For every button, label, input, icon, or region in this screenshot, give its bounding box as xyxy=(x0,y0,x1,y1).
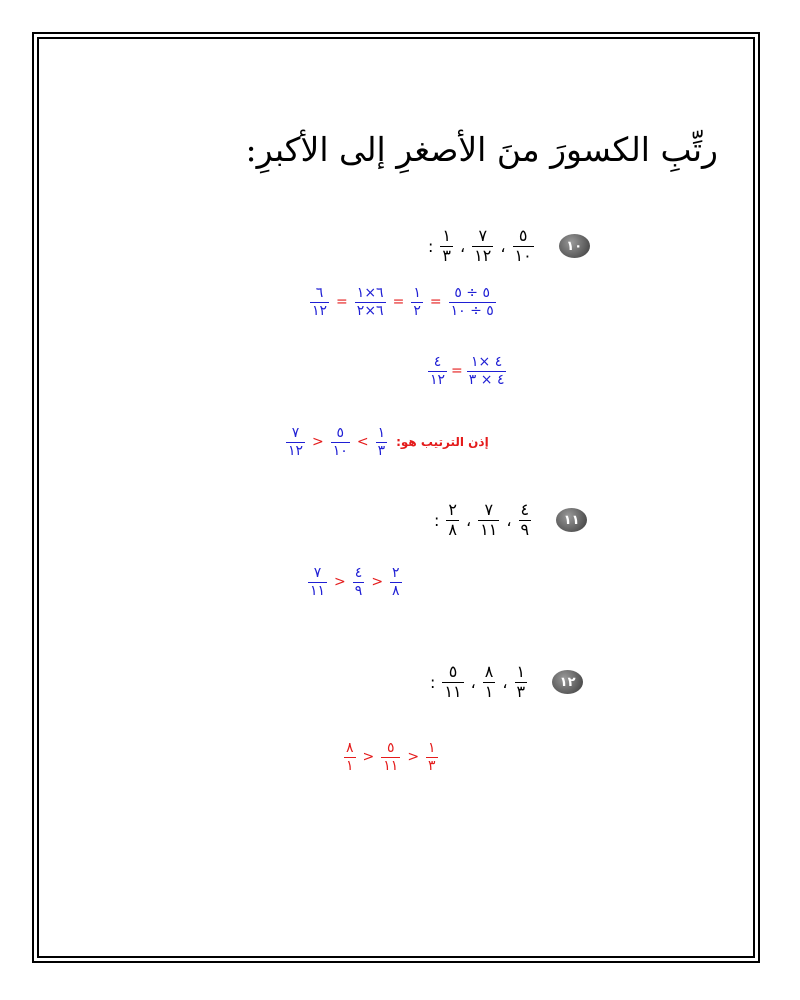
answer-12 xyxy=(341,741,441,773)
fraction: $\frac{٤}{٩}$ xyxy=(354,565,363,599)
equals-sign: = xyxy=(392,294,405,311)
colon: : xyxy=(430,672,436,692)
fraction: $\frac{١}{٣}$ xyxy=(442,226,451,265)
fraction: $\frac{٦}{١٢}$ xyxy=(312,285,328,319)
greater-than-sign: > xyxy=(334,574,346,591)
fraction: $\frac{٤ \times ١}{٤ \times ٣}$ xyxy=(468,354,505,388)
fraction: $\frac{٥}{١١}$ xyxy=(383,740,399,774)
problem-number-badge: ١٢ xyxy=(552,670,583,694)
greater-than-sign: > xyxy=(312,434,324,451)
problem-12 xyxy=(426,664,583,701)
separator: ، xyxy=(506,510,512,530)
equals-sign: = xyxy=(451,363,463,380)
fraction: $\frac{٤}{٩}$ xyxy=(520,500,530,539)
page-border xyxy=(32,32,760,963)
fraction: $\frac{٥}{١٠}$ xyxy=(514,226,532,265)
work-line-1 xyxy=(307,286,499,318)
problem-10 xyxy=(424,228,590,265)
fraction: $\frac{٨}{١}$ xyxy=(346,740,354,774)
fraction: $\frac{٧}{١٢}$ xyxy=(288,425,304,459)
fraction: $\frac{٦\times ١}{٦\times ٢}$ xyxy=(356,285,384,319)
separator: ، xyxy=(459,236,466,256)
fraction: $\frac{١}{٣}$ xyxy=(428,740,436,774)
fraction: $\frac{١}{٢}$ xyxy=(413,285,421,319)
colon: : xyxy=(434,510,440,530)
separator: ، xyxy=(502,672,508,692)
fraction: $\frac{١}{٣}$ xyxy=(516,662,526,701)
fraction: $\frac{٧}{١٢}$ xyxy=(474,226,492,265)
fraction: $\frac{٤}{١٢}$ xyxy=(430,354,446,388)
problem-number-badge: ١١ xyxy=(556,508,587,532)
greater-than-sign: > xyxy=(362,749,375,766)
fraction: $\frac{٥}{١٠}$ xyxy=(332,425,348,459)
work-line-2 xyxy=(425,355,509,387)
equals-sign: = xyxy=(429,294,442,311)
answer-11 xyxy=(305,566,405,598)
greater-than-sign: > xyxy=(407,749,420,766)
fraction: $\frac{٨}{١}$ xyxy=(484,662,494,701)
conclusion-line xyxy=(283,426,489,458)
problem-number-badge: ١٠ xyxy=(559,234,590,258)
separator: ، xyxy=(465,510,472,530)
conclusion-label: إذن الترتيب هو: xyxy=(396,435,489,450)
separator: ، xyxy=(470,672,476,692)
instruction-title: رتِّبِ الكسورَ منَ الأصغرِ إلى الأكبرِ: xyxy=(245,130,718,169)
fraction: $\frac{١}{٣}$ xyxy=(377,425,386,459)
equals-sign: = xyxy=(336,294,348,311)
colon: : xyxy=(428,236,434,256)
problem-11 xyxy=(430,502,587,539)
fraction: $\frac{٢}{٨}$ xyxy=(392,565,400,599)
fraction: $\frac{٥}{١١}$ xyxy=(444,662,462,701)
separator: ، xyxy=(500,236,506,256)
page-border-inner xyxy=(37,37,755,958)
greater-than-sign: > xyxy=(371,574,384,591)
fraction: $\frac{٧}{١١}$ xyxy=(480,500,498,539)
less-than-sign: < xyxy=(356,434,369,451)
fraction: $\frac{٢}{٨}$ xyxy=(448,500,457,539)
fraction: $\frac{٧}{١١}$ xyxy=(310,565,326,599)
fraction: $\frac{٥ \div ٥}{٥ \div ١٠}$ xyxy=(450,285,494,319)
